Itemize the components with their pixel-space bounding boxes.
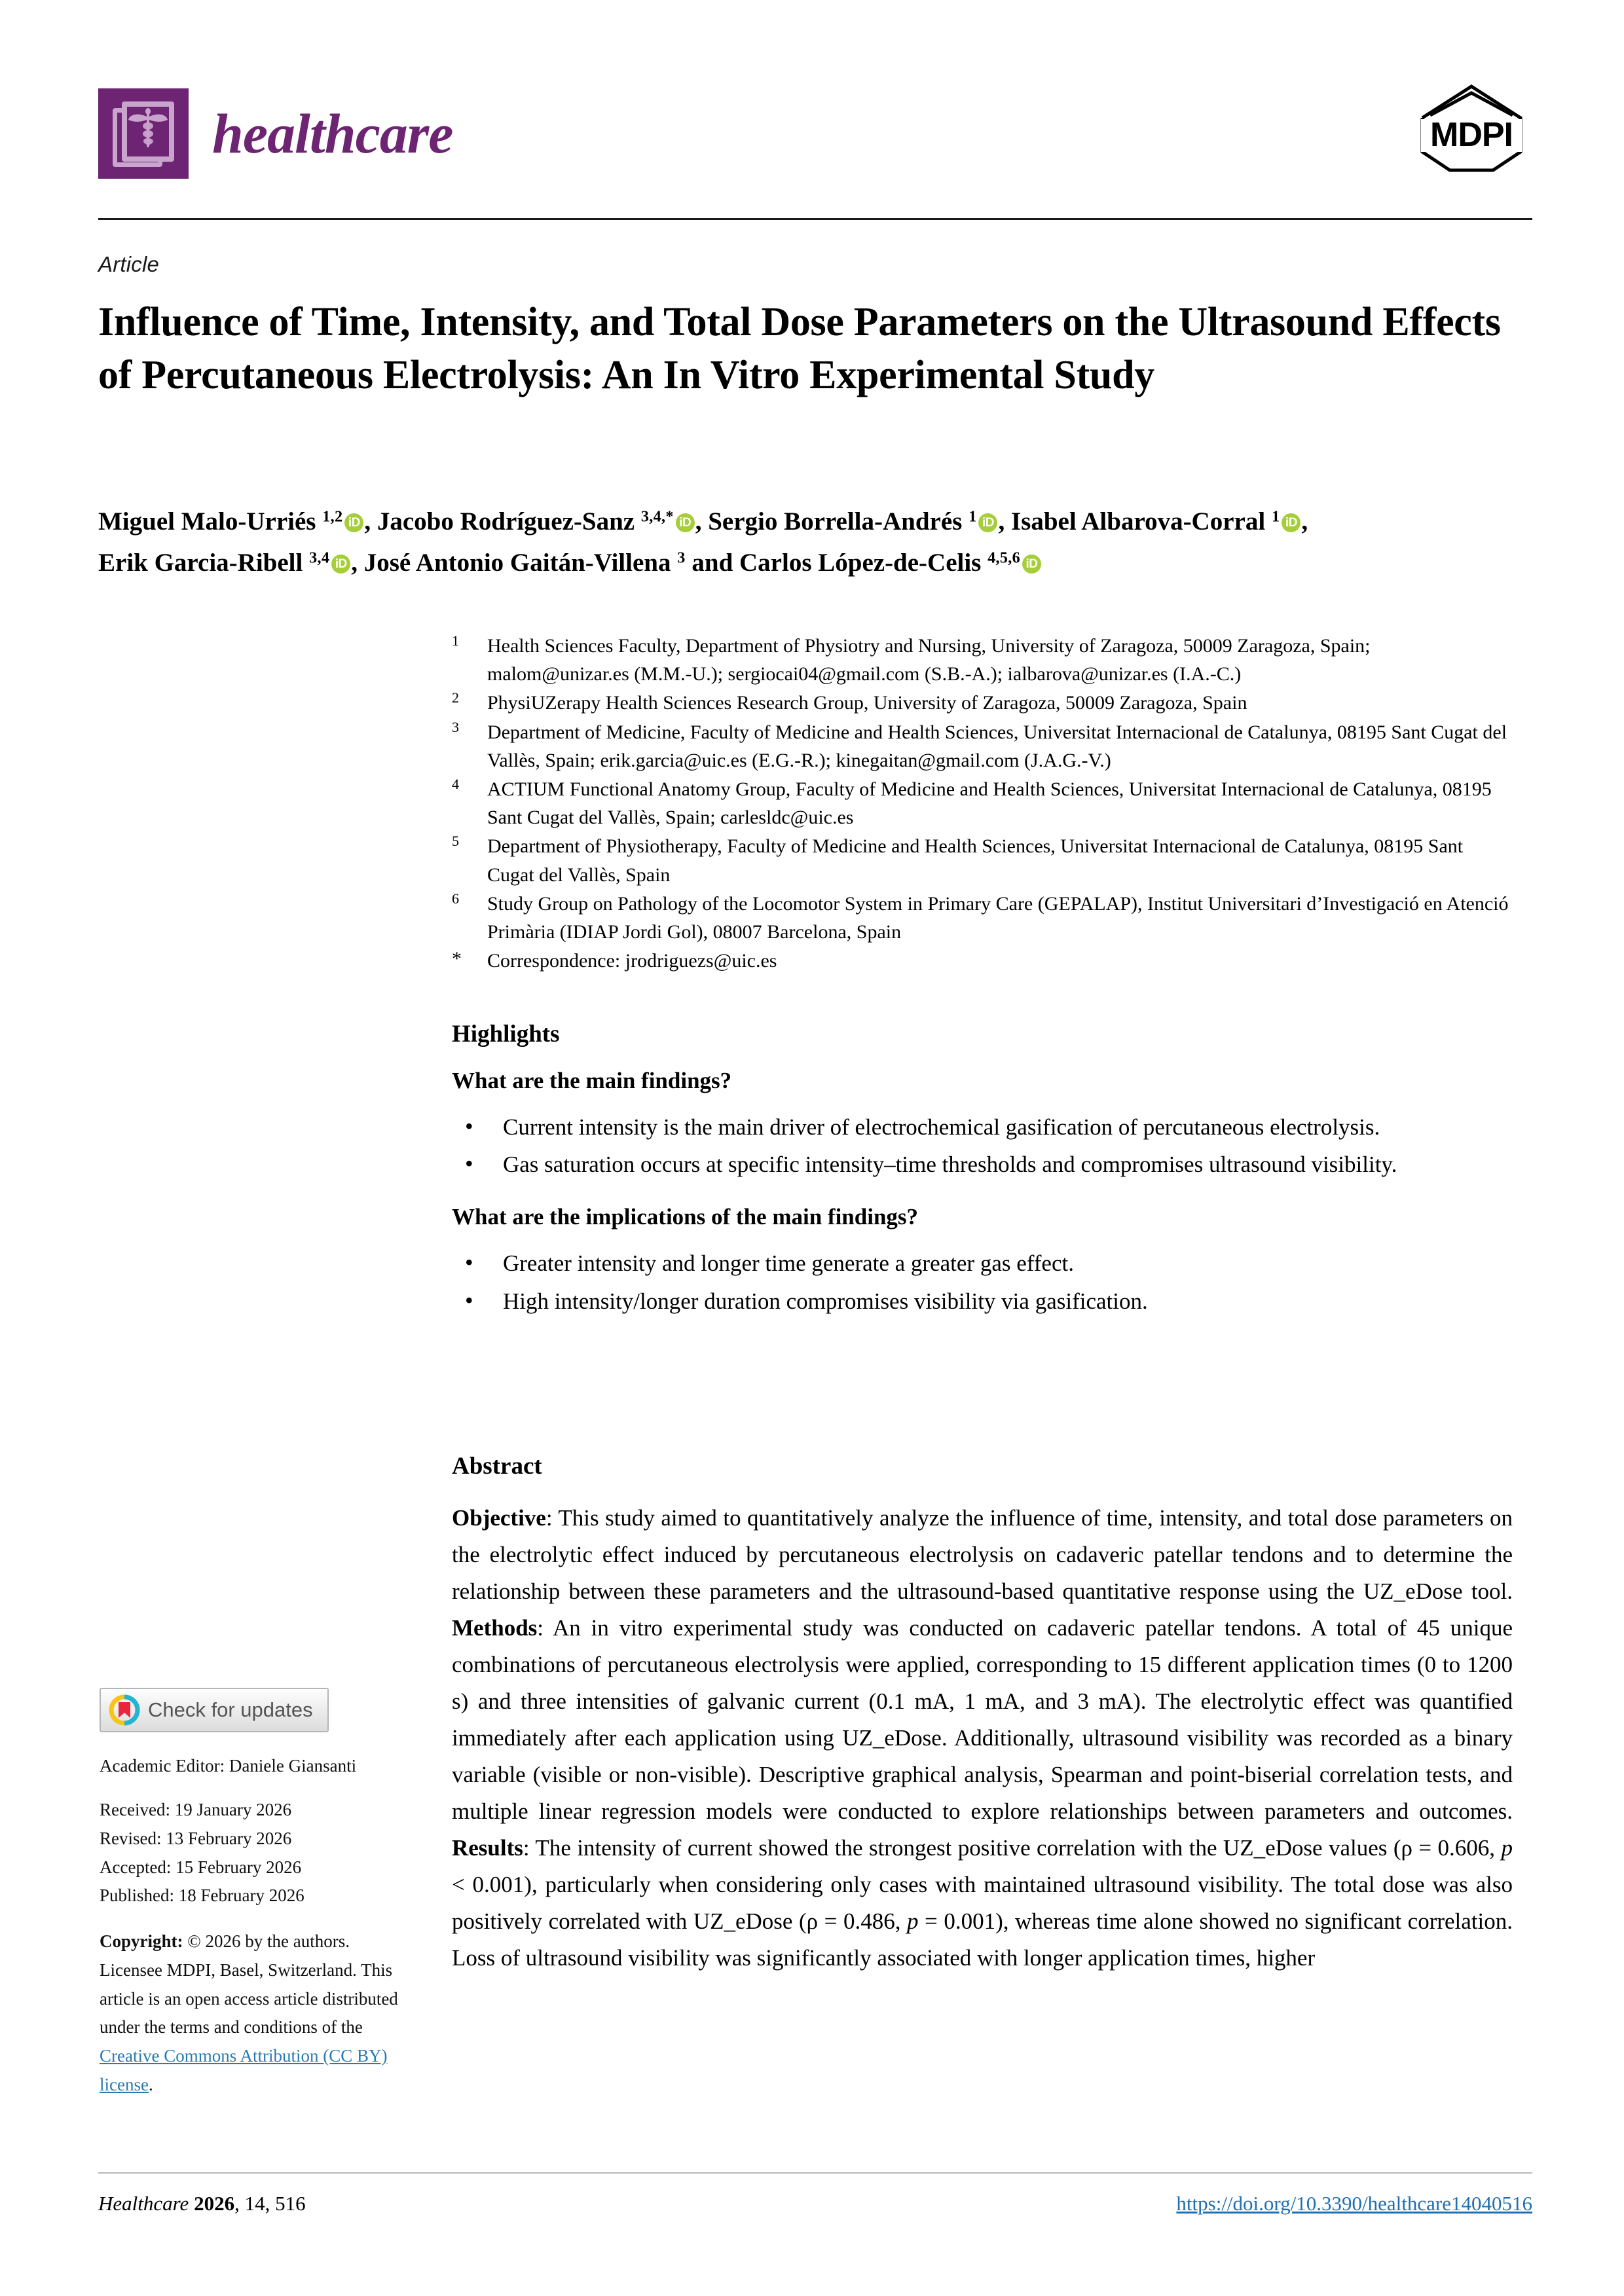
affiliation-row bbox=[452, 832, 1513, 888]
publication-date: Received: 19 January 2026 bbox=[100, 1800, 292, 1820]
affiliation-text: Department of Physiotherapy, Faculty of Medicine and Health Sciences, Universitat Internacional de Catalunya, 08195 Sant Cugat del Vallès, Spain bbox=[487, 835, 1464, 886]
orcid-icon[interactable]: iD bbox=[331, 555, 350, 574]
crossmark-icon bbox=[109, 1694, 140, 1726]
journal-logo[interactable] bbox=[98, 88, 452, 179]
publication-date: Published: 18 February 2026 bbox=[100, 1886, 304, 1906]
abstract-heading: Abstract bbox=[452, 1453, 542, 1480]
mdpi-publisher-logo[interactable] bbox=[1411, 79, 1532, 177]
citation-rest: , 14, 516 bbox=[234, 2192, 306, 2215]
check-for-updates-button[interactable] bbox=[100, 1688, 329, 1732]
copyright-tail: . bbox=[148, 2074, 153, 2094]
caduceus-icon bbox=[127, 105, 169, 153]
footer-divider bbox=[98, 2172, 1532, 2174]
doi-link[interactable]: https://doi.org/10.3390/healthcare14040516 bbox=[1176, 2192, 1532, 2215]
affiliation-text: Health Sciences Faculty, Department of Physiotry and Nursing, University of Zaragoza, 50009 Zaragoza, Spain; malom@unizar.es (M.M.-U.); sergiocai04@gmail.com (S.B.-A.); ialbarova@unizar.es (I.A.-C.) bbox=[487, 635, 1371, 685]
affiliation-row bbox=[452, 890, 1513, 946]
affiliation-text: Study Group on Pathology of the Locomotor System in Primary Care (GEPALAP), Institut Universitari d’Investigació en Atenció Primària (IDIAP Jordi Gol), 08007 Barcelona, Spain bbox=[487, 892, 1509, 943]
affiliation-text: Correspondence: jrodriguezs@uic.es bbox=[487, 950, 777, 972]
affiliation-row bbox=[452, 947, 1513, 975]
orcid-icon[interactable]: iD bbox=[344, 513, 363, 532]
affiliation-text: Department of Medicine, Faculty of Medicine and Health Sciences, Universitat Internacional de Catalunya, 08195 Sant Cugat del Vallès, Spain; erik.garcia@uic.es (E.G.-R.); kinegaitan@gmail.com (J.A.G.-V.) bbox=[487, 721, 1507, 771]
affiliation-row bbox=[452, 689, 1513, 717]
copyright-text: © 2026 by the authors. Licensee MDPI, Basel, Switzerland. This article is an open access article distributed under the terms and conditions of the bbox=[100, 1931, 398, 2037]
orcid-icon[interactable]: iD bbox=[1282, 513, 1301, 532]
abstract-section bbox=[452, 1452, 1513, 1977]
affiliation-text: PhysiUZerapy Health Sciences Research Group, University of Zaragoza, 50009 Zaragoza, Spain bbox=[487, 692, 1247, 714]
affiliation-row bbox=[452, 775, 1513, 831]
orcid-icon[interactable]: iD bbox=[676, 513, 695, 532]
highlights-question: What are the implications of the main findings? bbox=[452, 1204, 919, 1230]
header-divider bbox=[98, 218, 1532, 220]
publication-date: Accepted: 15 February 2026 bbox=[100, 1857, 302, 1877]
affiliation-text: ACTIUM Functional Anatomy Group, Faculty of Medicine and Health Sciences, Universitat Internacional de Catalunya, 08195 Sant Cugat del Vallès, Spain; carlesldc@uic.es bbox=[487, 778, 1492, 829]
academic-editor: Academic Editor: Daniele Giansanti bbox=[100, 1756, 357, 1776]
journal-logo-text: healthcare bbox=[212, 102, 453, 165]
highlight-item: • Gas saturation occurs at specific intensity–time thresholds and compromises ultrasound visibility. bbox=[452, 1147, 1513, 1182]
author-list bbox=[98, 501, 1526, 583]
author-line-1: Miguel Malo-Urriés $^{1,2}$ iD , Jacobo Rodríguez-Sanz $^{3,4,*}$ iD , Sergio Borrella-Andrés $^1$ iD , Isabel Albarova-Corral $^1$ iD , bbox=[98, 507, 1308, 536]
highlights-groups bbox=[452, 1068, 1513, 1319]
affiliation-marker: 2 bbox=[452, 689, 459, 706]
highlight-item: • Current intensity is the main driver of electrochemical gasification of percutaneous electrolysis. bbox=[452, 1110, 1513, 1144]
citation-line bbox=[98, 2192, 306, 2215]
publication-dates bbox=[100, 1796, 414, 1910]
affiliation-marker: 4 bbox=[452, 775, 459, 792]
affiliation-row bbox=[452, 632, 1513, 688]
highlight-item: • Greater intensity and longer time generate a greater gas effect. bbox=[452, 1246, 1513, 1281]
highlights-bullet-list bbox=[452, 1246, 1513, 1318]
highlights-heading: Highlights bbox=[452, 1021, 560, 1048]
affiliations-list bbox=[452, 632, 1513, 975]
highlights-bullet-list bbox=[452, 1110, 1513, 1182]
copyright-label: Copyright: bbox=[100, 1931, 183, 1952]
highlights-section bbox=[452, 1020, 1513, 1341]
abstract-body: Objective: This study aimed to quantitatively analyze the influence of time, intensity, and total dose parameters on the electrolytic effect induced by percutaneous electrolysis on cadaveric patellar tendons and to determine the relationship between these parameters and the ultrasound-based quantitative response using the UZ_eDose tool. Methods: An in vitro experimental study was conducted on cadaveric patellar tendons. A total of 45 unique combinations of percutaneous electrolysis were applied, corresponding to 15 different application times (0 to 1200 s) and three intensities of galvanic current (0.1 mA, 1 mA, and 3 mA). The electrolytic effect was quantified immediately after each application using UZ_eDose. Additionally, ultrasound visibility was recorded as a binary variable (visible or non-visible). Descriptive graphical analysis, Spearman and point-biserial correlation tests, and multiple linear regression models were conducted to explore relationships between parameters and outcomes. Results: The intensity of current showed the strongest positive correlation with the UZ_eDose values (ρ = 0.606, p < 0.001), particularly when considering only cases with maintained ultrasound visibility. The total dose was also positively correlated with UZ_eDose (ρ = 0.486, p = 0.001), whereas time alone showed no significant correlation. Loss of ultrasound visibility was significantly associated with longer application times, higher bbox=[452, 1505, 1513, 1971]
cc-license-link[interactable]: Creative Commons Attribution (CC BY) license bbox=[100, 2045, 388, 2094]
article-metadata-sidebar bbox=[100, 1688, 414, 2099]
copyright-notice bbox=[100, 1927, 414, 2099]
check-for-updates-label: Check for updates bbox=[148, 1698, 313, 1721]
orcid-icon[interactable]: iD bbox=[1022, 555, 1041, 574]
page-title: Influence of Time, Intensity, and Total Dose Parameters on the Ultrasound Effects of Percutaneous Electrolysis: An In Vitro Experimental Study bbox=[98, 300, 1501, 397]
affiliation-marker: 5 bbox=[452, 833, 459, 850]
citation-journal: Healthcare bbox=[98, 2192, 189, 2215]
highlight-item: • High intensity/longer duration compromises visibility via gasification. bbox=[452, 1284, 1513, 1319]
page-footer bbox=[98, 2192, 1532, 2215]
affiliation-row bbox=[452, 718, 1513, 774]
article-type-label: Article bbox=[98, 252, 160, 276]
svg-text:MDPI: MDPI bbox=[1430, 116, 1513, 154]
citation-year: 2026 bbox=[194, 2192, 235, 2215]
orcid-icon[interactable]: iD bbox=[978, 513, 997, 532]
affiliation-marker: 6 bbox=[452, 890, 459, 907]
publication-date: Revised: 13 February 2026 bbox=[100, 1828, 292, 1848]
healthcare-book-icon bbox=[98, 88, 189, 179]
affiliation-marker: * bbox=[452, 948, 462, 970]
highlights-question: What are the main findings? bbox=[452, 1068, 732, 1093]
affiliation-marker: 3 bbox=[452, 718, 459, 735]
page-header bbox=[98, 79, 1532, 203]
author-line-2: Erik Garcia-Ribell $^{3,4}$ iD , José Antonio Gaitán-Villena $^3$ and Carlos López-de-Celis $^{4,5,6}$ iD bbox=[98, 549, 1042, 577]
affiliation-marker: 1 bbox=[452, 632, 459, 649]
